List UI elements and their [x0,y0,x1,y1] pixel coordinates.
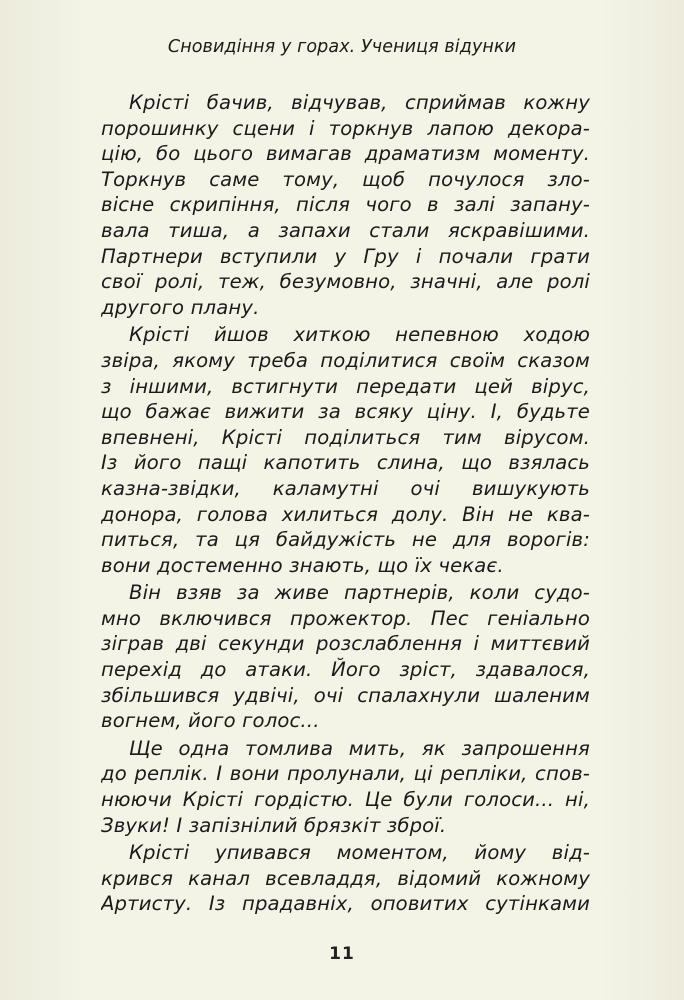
paragraph [101,90,590,320]
text-line: Партнери вступили у Гру і почали грати [101,244,590,268]
text-line: свої ролі, теж, безумовно, значні, але ролі [101,270,590,294]
text-line: донора, голова хилиться долу. Він не ква- [101,502,590,526]
text-line: що бажає вижити за всяку ціну. І, будьте [101,400,590,424]
text-line: до реплік. І вони пролунали, ці репліки, спов- [101,762,590,786]
text-line: звіра, якому треба поділитися своїм сказом [101,348,590,372]
text-line: зіграв дві секунди розслаблення і миттєвий [101,632,590,656]
paragraph [101,840,590,917]
text-line: нюючи Крісті гордістю. Це були голоси... ні, [101,788,590,812]
text-line: питься, та ця байдужість не для ворогів: [101,528,590,552]
paragraph [101,580,590,734]
text-line: другого плану. [101,295,260,319]
text-line: Із його пащі капотить слина, що взялась [101,451,590,475]
text-line: Крісті упивався моментом, йому від- [129,841,590,865]
text-line: збільшився удвічі, очі спалахнули шаленим [101,683,590,707]
text-line: Ще одна томлива мить, як запрошення [129,736,590,760]
paragraph [101,322,590,578]
text-line: казна-звідки, каламутні очі вишукують [101,476,590,500]
text-line: Звуки! І запізнілий брязкіт зброї. [101,813,447,837]
text-line: Він взяв за живе партнерів, коли судо- [129,581,590,605]
text-line: перехід до атаки. Його зріст, здавалося, [101,658,590,682]
text-line: впевнені, Крісті поділиться тим вірусом. [101,425,590,449]
body-text [101,90,590,919]
text-line: вони достеменно знають, що їх чекає. [101,553,504,577]
text-line: вісне скрипіння, після чого в залі запану- [101,193,590,217]
text-line: з іншими, встигнути передати цей вірус, [101,374,590,398]
running-head: Сновидіння у горах. Учениця відунки [167,37,517,57]
text-line: мно включився прожектор. Пес геніально [101,606,590,630]
text-line: цію, бо цього вимагав драматизм моменту. [101,142,590,166]
text-line: Крісті йшов хиткою непевною ходою [129,323,590,347]
text-line: вогнем, його голос... [101,709,320,733]
page-number: 11 [329,944,355,964]
paragraph [101,736,590,838]
text-line: Артисту. Із прадавніх, оповитих сутінками [101,892,590,916]
text-line: Торкнув саме тому, щоб почулося зло- [101,167,590,191]
text-line: крився канал всевладдя, відомий кожному [101,866,590,890]
text-line: Крісті бачив, відчував, сприймав кожну [129,91,590,114]
text-line: вала тиша, а запахи стали яскравішими. [101,218,590,242]
text-line: порошинку сцени і торкнув лапою декора- [101,116,590,140]
